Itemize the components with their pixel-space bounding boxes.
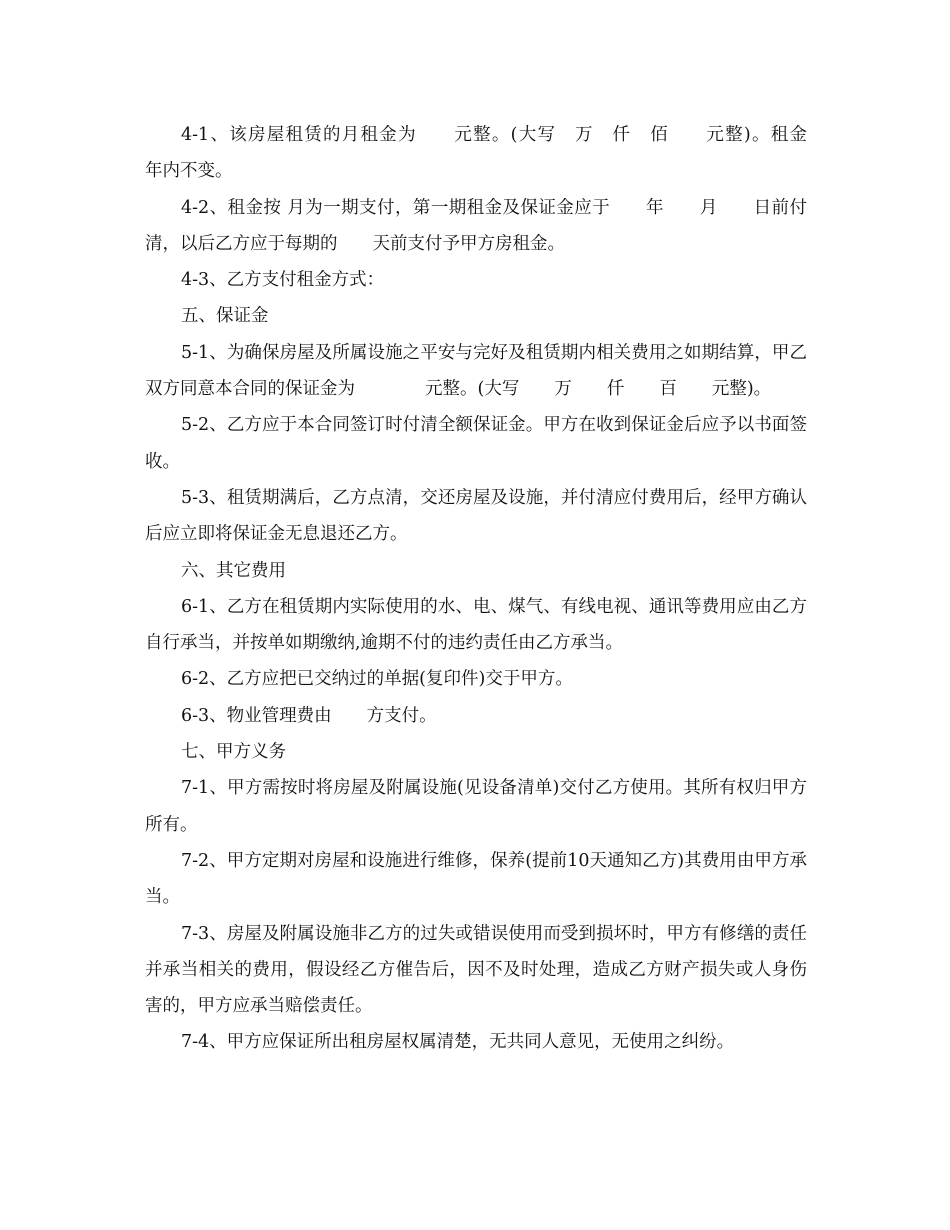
section-heading-deposit: 五、保证金	[181, 306, 269, 327]
contract-text-body	[145, 117, 842, 1061]
clause-4-1: 4-1、该房屋租赁的月租金为 元整。(大写 万 仟 佰 元整)。租金 年内不变。	[145, 125, 842, 182]
clause-5-2: 5-2、乙方应于本合同签订时付清全额保证金。甲方在收到保证金后应予以书面签收。	[145, 415, 807, 472]
clause-7-1: 7-1、甲方需按时将房屋及附属设施(见设备清单)交付乙方使用。其所有权归甲方所有。	[145, 778, 807, 835]
clause-6-3: 6-3、物业管理费由 方支付。	[181, 705, 437, 726]
clause-7-2: 7-2、甲方定期对房屋和设施进行维修，保养(提前10天通知乙方)其费用由甲方承当。	[145, 850, 807, 908]
clause-5-3: 5-3、租赁期满后，乙方点清，交还房屋及设施，并付清应付费用后，经甲方确认后应立即将保证金无息退还乙方。	[145, 487, 807, 545]
clause-5-1: 5-1、为确保房屋及所属设施之平安与完好及租赁期内相关费用之如期结算，甲乙双方同意本合同的保证金为 元整。(大写 万 仟 百 元整)。	[145, 342, 807, 400]
section-heading-other-fees: 六、其它费用	[181, 560, 286, 581]
clause-4-2: 4-2、租金按 月为一期支付，第一期租金及保证金应于 年 月 日前付清，以后乙方应于每期的 天前支付予甲方房租金。	[145, 197, 807, 254]
section-heading-party-a-duties: 七、甲方义务	[181, 742, 286, 763]
clause-6-2: 6-2、乙方应把已交纳过的单据(复印件)交于甲方。	[181, 669, 573, 690]
clause-7-3: 7-3、房屋及附属设施非乙方的过失或错误使用而受到损坏时，甲方有修缮的责任并承当相关的费用，假设经乙方催告后，因不及时处理，造成乙方财产损失或人身伤害的，甲方应承当赔偿责任。	[145, 923, 807, 1017]
clause-4-3: 4-3、乙方支付租金方式：	[181, 270, 385, 291]
clause-6-1: 6-1、乙方在租赁期内实际使用的水、电、煤气、有线电视、通讯等费用应由乙方自行承当，并按单如期缴纳,逾期不付的违约责任由乙方承当。	[145, 596, 807, 654]
clause-7-4: 7-4、甲方应保证所出租房屋权属清楚，无共同人意见，无使用之纠纷。	[181, 1032, 735, 1053]
